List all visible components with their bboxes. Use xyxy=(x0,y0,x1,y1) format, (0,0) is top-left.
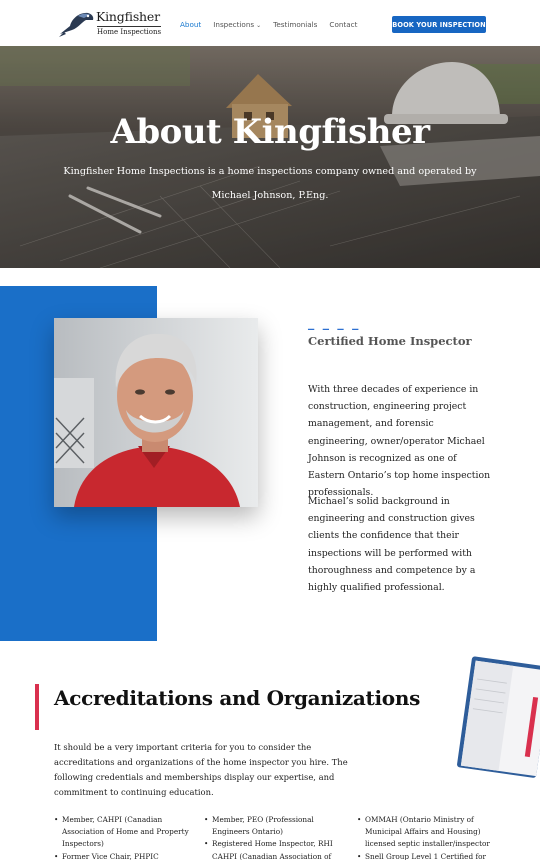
accreditations-column-3 xyxy=(357,814,497,860)
decorative-signature: ▁ ▁ ▁ ▁ xyxy=(308,321,362,330)
accreditations-title: Accreditations and Organizations xyxy=(54,686,421,710)
page-title: About Kingfisher xyxy=(110,112,430,152)
nav-inspections[interactable] xyxy=(213,20,261,29)
book-inspection-button[interactable]: BOOK YOUR INSPECTION xyxy=(392,16,486,33)
kingfisher-logo-icon xyxy=(56,6,96,40)
accreditations-intro: It should be a very important criteria for you to consider the accreditations and organizations of the home inspector you hire. The following credentials and memberships display our expertise, and commitment to continuing education. xyxy=(54,742,348,797)
portrait-image xyxy=(54,318,258,507)
logo-title: Kingfisher xyxy=(96,9,160,24)
about-heading: Certified Home Inspector xyxy=(308,334,472,348)
about-paragraph-2: Michael’s solid background in engineering and construction gives clients the confidence that their inspections will be performed with thoroughness and competence by a highly qualified professional. xyxy=(308,496,476,594)
hero-subtitle: Kingfisher Home Inspections is a home inspections company owned and operated by Michael Johnson, P.Eng. xyxy=(63,166,477,201)
about-paragraph-1: With three decades of experience in construction, engineering project management, and forensic engineering, owner/operator Michael Johnson is recognized as one of Eastern Ontario’s top home inspection professionals. xyxy=(308,384,491,499)
site-logo[interactable] xyxy=(56,6,162,40)
chevron-down-icon: ⌄ xyxy=(256,22,262,29)
accreditations-column-1 xyxy=(54,814,194,860)
list-item: • OMMAH (Ontario Ministry of Municipal Affairs and Housing) licensed septic installer/inspector xyxy=(357,814,497,851)
list-item: • Former Vice Chair, PHPIC xyxy=(54,851,194,860)
nav-about[interactable]: About xyxy=(180,20,202,29)
nav-inspections-label: Inspections xyxy=(213,20,255,29)
section-accent-bar xyxy=(35,684,39,730)
list-item: • Snell Group Level 1 Certified for xyxy=(357,851,497,860)
site-header xyxy=(0,0,540,46)
accreditations-column-2 xyxy=(204,814,344,860)
hero-background-image xyxy=(0,46,540,268)
list-item: • Member, PEO (Professional Engineers Ontario) xyxy=(204,814,344,838)
logo-subtitle: Home Inspections xyxy=(97,28,162,36)
nav-contact[interactable]: Contact xyxy=(329,20,358,29)
hero-banner xyxy=(0,46,540,268)
nav-testimonials[interactable]: Testimonials xyxy=(273,20,318,29)
main-nav xyxy=(180,20,357,29)
inspector-portrait xyxy=(54,318,258,507)
list-item: • Registered Home Inspector, RHI CAHPI (Canadian Association of xyxy=(204,838,344,860)
list-item: • Member, CAHPI (Canadian Association of Home and Property Inspectors) xyxy=(54,814,194,851)
open-book-image xyxy=(452,652,540,782)
